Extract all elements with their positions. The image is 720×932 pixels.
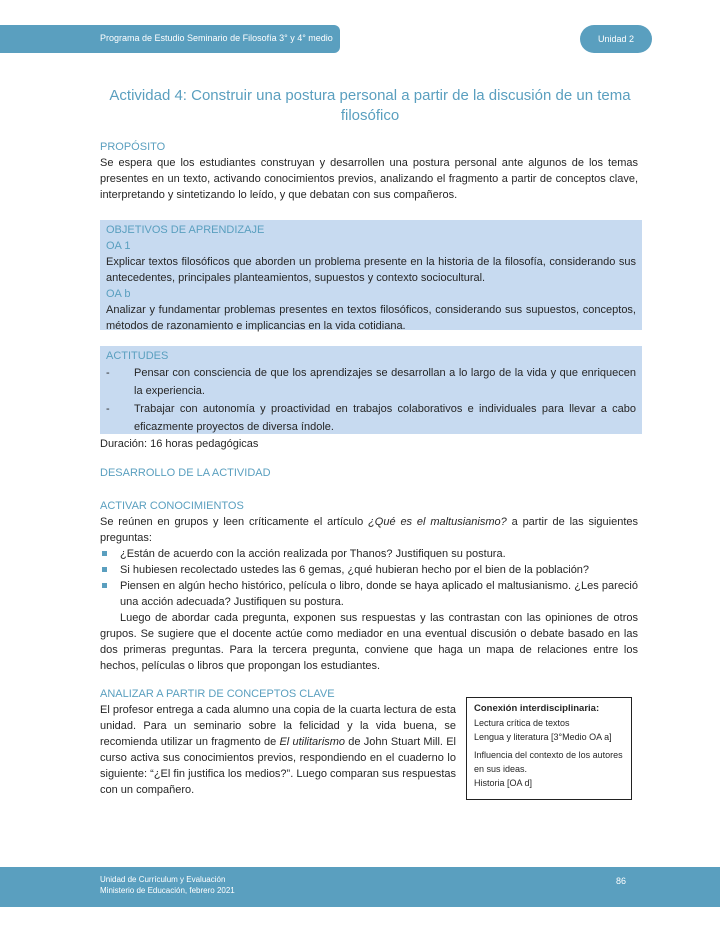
activar-followup: Luego de abordar cada pregunta, exponen sus respuestas y las contrastan con las opiniones de otros grupos. Se sugiere que el docente actúe como mediador en una eventual discusión o debate basado en las dos primeras preguntas. Para la tercera pregunta, conviene que haga un mapa de relaciones entre los hechos, películas o libros que propongan los estudiantes.	[100, 612, 638, 672]
question-item: Piensen en algún hecho histórico, película o libro, donde se haya aplicado el maltusianismo. ¿Les pareció una acción adecuada? Justifiquen su postura.	[100, 578, 638, 610]
bullet-square-icon	[102, 567, 107, 572]
objetivos-heading: OBJETIVOS DE APRENDIZAJE	[106, 224, 265, 236]
callout-line: Lengua y literatura [3°Medio OA a]	[474, 732, 612, 742]
question-item: Si hubiesen recolectado ustedes las 6 gemas, ¿qué hubieran hecho por el bien de la población?	[100, 562, 638, 578]
article-title: ¿Qué es el maltusianismo?	[368, 516, 507, 528]
objetivos-box	[100, 220, 642, 330]
actitudes-box	[100, 346, 642, 434]
oa1-text: Explicar textos filosóficos que aborden un problema presente en la historia de la filosofía, considerando sus antecedentes, principales planteamientos, supuestos y contexto sociocultural.	[106, 256, 636, 284]
callout-line: Historia [OA d]	[474, 778, 533, 788]
actitud-item: - Pensar con consciencia de que los aprendizajes se desarrollan a lo largo de la vida y que enriquecen la experiencia.	[106, 364, 636, 400]
proposito-text: Se espera que los estudiantes construyan y desarrollen una postura personal ante algunos de los temas presentes en un texto, activando conocimientos previos, analizando el fragmento a partir de conceptos clave, interpretando y sintetizando lo leído, y que debatan con sus compañeros.	[100, 157, 638, 201]
activity-title: Actividad 4: Construir una postura personal a partir de la discusión de un tema filosófico	[109, 87, 631, 124]
desarrollo-heading: DESARROLLO DE LA ACTIVIDAD	[100, 467, 271, 479]
analizar-text: El profesor entrega a cada alumno una copia de la cuarta lectura de esta unidad. Para un seminario sobre la felicidad y la vida buena, se recomienda utilizar un fragmento de El utilitarismo de John Stuart Mill. El curso activa sus conocimientos previos, respondiendo en el cuaderno lo siguiente: “¿El fin justifica los medios?”. Luego comparan sus respuestas con un compañero.	[100, 704, 456, 796]
page-number: 86	[616, 876, 627, 886]
oa1-label: OA 1	[106, 240, 131, 252]
callout-line: Lectura crítica de textos	[474, 718, 570, 728]
oab-text: Analizar y fundamentar problemas presentes en textos filosóficos, considerando sus supuestos, conceptos, métodos de razonamiento e implicancias en la vida cotidiana.	[106, 304, 636, 332]
dash-marker: -	[106, 403, 110, 415]
callout-title: Conexión interdisciplinaria:	[474, 703, 600, 714]
program-title: Programa de Estudio Seminario de Filosofía 3° y 4° medio	[100, 33, 333, 43]
bullet-square-icon	[102, 583, 107, 588]
questions-list	[100, 546, 638, 610]
callout-line: Influencia del contexto de los autores en sus ideas.	[474, 750, 623, 774]
unit-badge: Unidad 2	[580, 25, 652, 53]
question-item: ¿Están de acuerdo con la acción realizada por Thanos? Justifiquen su postura.	[100, 546, 638, 562]
activar-heading: ACTIVAR CONOCIMIENTOS	[100, 500, 244, 512]
oab-label: OA b	[106, 288, 131, 300]
duracion: Duración: 16 horas pedagógicas	[100, 438, 259, 450]
footer-credits: Unidad de Currículum y Evaluación Ministerio de Educación, febrero 2021	[100, 875, 235, 895]
actitudes-heading: ACTITUDES	[106, 350, 169, 362]
analizar-heading: ANALIZAR A PARTIR DE CONCEPTOS CLAVE	[100, 688, 335, 700]
interdisciplinary-callout	[466, 697, 632, 800]
bullet-square-icon	[102, 551, 107, 556]
actitud-item: - Trabajar con autonomía y proactividad en trabajos colaborativos e individuales para llevar a cabo eficazmente proyectos de diversa índole.	[106, 400, 636, 436]
activar-intro: Se reúnen en grupos y leen críticamente el artículo ¿Qué es el maltusianismo? a partir de las siguientes preguntas:	[100, 516, 639, 544]
dash-marker: -	[106, 367, 110, 379]
proposito-heading: PROPÓSITO	[100, 141, 166, 153]
book-title: El utilitarismo	[279, 736, 346, 748]
